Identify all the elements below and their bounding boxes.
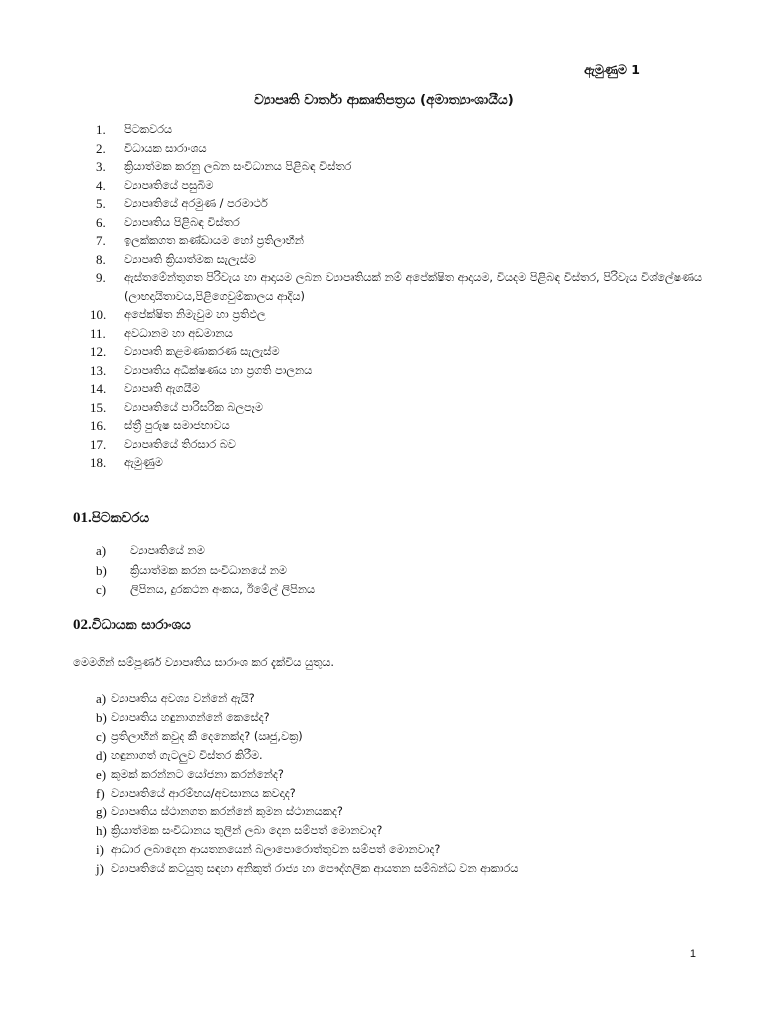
item-text: ඇමුණුම bbox=[124, 456, 163, 469]
list-item bbox=[96, 822, 518, 841]
list-item bbox=[96, 561, 315, 581]
item-letter: a) bbox=[96, 691, 107, 706]
item-number: 13. bbox=[90, 362, 107, 378]
item-letter: d) bbox=[96, 747, 107, 763]
item-text: ක්‍රියාත්මක සංවිධානය තුලින් ලබා දෙන සම්පත් මොනවාද? bbox=[111, 824, 383, 838]
item-text: ලිපිනය, දුරකථන අංකය, ඊමේල් ලිපිනය bbox=[130, 583, 316, 596]
item-number: 15. bbox=[90, 399, 107, 415]
section-number: 02. bbox=[73, 617, 92, 633]
page-number: 1 bbox=[689, 948, 696, 960]
list-item bbox=[92, 121, 702, 140]
item-text: ව්‍යාපෘති කළමණාකරණ සැලැස්ම bbox=[124, 345, 280, 358]
item-text: ආධාර ලබාදෙන ආයතනයෙන් බලාපොරොත්තුවන සම්පත් මොනවාද? bbox=[111, 843, 441, 857]
item-letter: j) bbox=[96, 861, 104, 877]
item-text: ව්‍යාපෘතියේ පසුබිම bbox=[124, 178, 214, 192]
item-text: ව්‍යාපෘතියේ අරමුණ / පරමාර්ථ bbox=[124, 197, 268, 210]
list-item bbox=[92, 195, 702, 214]
item-letter: b) bbox=[96, 709, 107, 725]
item-number: 11. bbox=[90, 325, 106, 341]
list-item bbox=[96, 728, 518, 747]
list-item bbox=[96, 860, 518, 879]
item-text: ව්‍යාපෘතියේ ආරම්භය/අවසානය කවදාද? bbox=[111, 786, 296, 800]
section-heading-cover bbox=[73, 510, 149, 527]
item-number: 17. bbox=[90, 436, 107, 452]
item-letter: g) bbox=[96, 804, 107, 820]
item-number: 3. bbox=[96, 159, 106, 174]
annex-label: ඇමුණුම 1 bbox=[584, 62, 640, 77]
item-text: කුමක් කරන්නට යෝජනා කරන්නේද? bbox=[111, 767, 284, 781]
item-text: ව්‍යාපෘතිය පිළිබඳ විස්තර bbox=[124, 215, 240, 229]
list-item bbox=[92, 158, 702, 177]
list-item bbox=[92, 232, 702, 251]
list-item bbox=[92, 362, 702, 381]
item-text: අපේක්ෂිත නිමැවුම හා ප්‍රතිඵල bbox=[124, 308, 266, 321]
item-text: ක්‍රියාත්මක කරන සංවිධානයේ නම bbox=[130, 563, 287, 577]
list-item bbox=[96, 803, 518, 822]
section-title: විධායක සාරාංශය bbox=[91, 617, 191, 633]
list-item bbox=[92, 177, 702, 196]
item-letter: c) bbox=[96, 728, 107, 744]
contents-list bbox=[92, 121, 702, 473]
item-text: ඇස්තමේන්තුගත පිරිවැය හා ආදායම ලබන ව්‍යාපෘතියක් නම් අපේක්ෂිත ආදායම, වියදම පිළිබඳ විස්තර, පිරිවැය විශ්ලේෂණය (ලාභදායිතාවය,පිළිගෙවුම්කාලය ආදිය) bbox=[124, 271, 702, 303]
list-item bbox=[96, 709, 518, 728]
document-title: ව්‍යාපෘති වාර්තා ආකෘතිපත්‍රය (අමාත්‍යාංශායීය) bbox=[254, 92, 514, 108]
item-number: 12. bbox=[90, 344, 107, 359]
list-item bbox=[92, 417, 702, 436]
list-item bbox=[92, 436, 702, 455]
list-item bbox=[92, 343, 702, 362]
item-number: 16. bbox=[90, 418, 107, 433]
list-item bbox=[92, 399, 702, 418]
item-letter: b) bbox=[96, 562, 107, 578]
item-text: හඳුනාගත් ගැටලුව විස්තර කිරීම. bbox=[111, 748, 263, 762]
cover-items-list bbox=[96, 541, 315, 600]
item-number: 8. bbox=[96, 251, 106, 267]
item-number: 5. bbox=[96, 196, 106, 211]
item-number: 14. bbox=[90, 381, 107, 396]
list-item bbox=[92, 454, 702, 473]
item-number: 9. bbox=[96, 270, 106, 285]
item-text: ව්‍යාපෘතියේ තිරසාර බව bbox=[124, 437, 236, 451]
summary-intro: මෙමගින් සම්පූර්ණ ව්‍යාපෘතිය සාරාංශ කර දැක්විය යුතුය. bbox=[73, 656, 335, 669]
item-letter: c) bbox=[96, 582, 107, 597]
item-text: ව්‍යාපෘතිය හඳුනාගන්නේ කෙසේද? bbox=[111, 710, 270, 724]
list-item bbox=[96, 785, 518, 804]
item-number: 6. bbox=[96, 214, 106, 230]
item-text: අවධානම හා අඩමානය bbox=[124, 326, 233, 340]
item-number: 18. bbox=[90, 455, 107, 470]
item-letter: h) bbox=[96, 823, 107, 839]
item-text: ව්‍යාපෘතිය අවශ්‍ය වන්නේ ඇයි? bbox=[111, 692, 255, 705]
section-heading-summary bbox=[73, 617, 191, 634]
list-item bbox=[92, 269, 702, 306]
item-text: ව්‍යාපෘතියේ නම bbox=[130, 544, 205, 557]
item-letter: f) bbox=[96, 785, 105, 801]
item-number: 2. bbox=[96, 140, 106, 156]
item-number: 7. bbox=[96, 233, 106, 248]
list-item bbox=[92, 251, 702, 270]
list-item bbox=[96, 690, 518, 709]
section-title: පිටකවරය bbox=[91, 510, 150, 526]
item-text: ව්‍යාපෘතිය ස්ථානගත කරන්නේ කුමන ස්ථානයකද? bbox=[111, 805, 343, 819]
item-text: ව්‍යාපෘති ඇගයීම bbox=[124, 382, 200, 395]
item-letter: i) bbox=[96, 842, 104, 858]
item-letter: e) bbox=[96, 766, 107, 782]
item-text: ව්‍යාපෘතියේ පාරිසරික බලපෑම bbox=[124, 400, 263, 414]
list-item bbox=[96, 747, 518, 766]
item-text: ක්‍රියාත්මක කරනු ලබන සංවිධානය පිළිබඳ විස්තර bbox=[124, 160, 352, 173]
list-item bbox=[96, 580, 315, 600]
list-item bbox=[92, 214, 702, 233]
item-number: 1. bbox=[96, 122, 106, 137]
list-item bbox=[96, 541, 315, 561]
item-text: ප්‍රතිලාභීන් කවුද කී දෙනෙක්ද? (ඍජු,වක්‍ර) bbox=[111, 729, 303, 743]
list-item bbox=[96, 841, 518, 860]
list-item bbox=[92, 140, 702, 159]
list-item bbox=[92, 325, 702, 344]
item-text: ව්‍යාපෘතිය අධීක්ෂණය හා ප්‍රගති පාලනය bbox=[124, 363, 313, 377]
item-text: ව්‍යාපෘති ක්‍රියාත්මක සැලැස්ම bbox=[124, 252, 256, 266]
item-text: පිටකවරය bbox=[124, 123, 173, 136]
list-item bbox=[96, 766, 518, 785]
list-item bbox=[92, 380, 702, 399]
section-number: 01. bbox=[73, 510, 92, 526]
list-item bbox=[92, 306, 702, 325]
item-text: ව්‍යාපෘතියේ කටයුතු සඳහා අනිකුත් රාජ්‍ය හා පෞද්ගලික ආයතන සම්බන්ධ වන ආකාරය bbox=[111, 862, 519, 876]
item-text: ස්ත්‍රී පුරුෂ සමාජභාවය bbox=[124, 419, 230, 432]
item-number: 10. bbox=[90, 307, 107, 322]
item-number: 4. bbox=[96, 177, 106, 193]
summary-items-list bbox=[96, 690, 518, 879]
item-text: ඉලක්කගත කණ්ඩායම හෝ ප්‍රතිලාභීන් bbox=[124, 234, 304, 247]
item-text: විධායක සාරාංශය bbox=[124, 141, 207, 155]
item-letter: a) bbox=[96, 543, 107, 558]
